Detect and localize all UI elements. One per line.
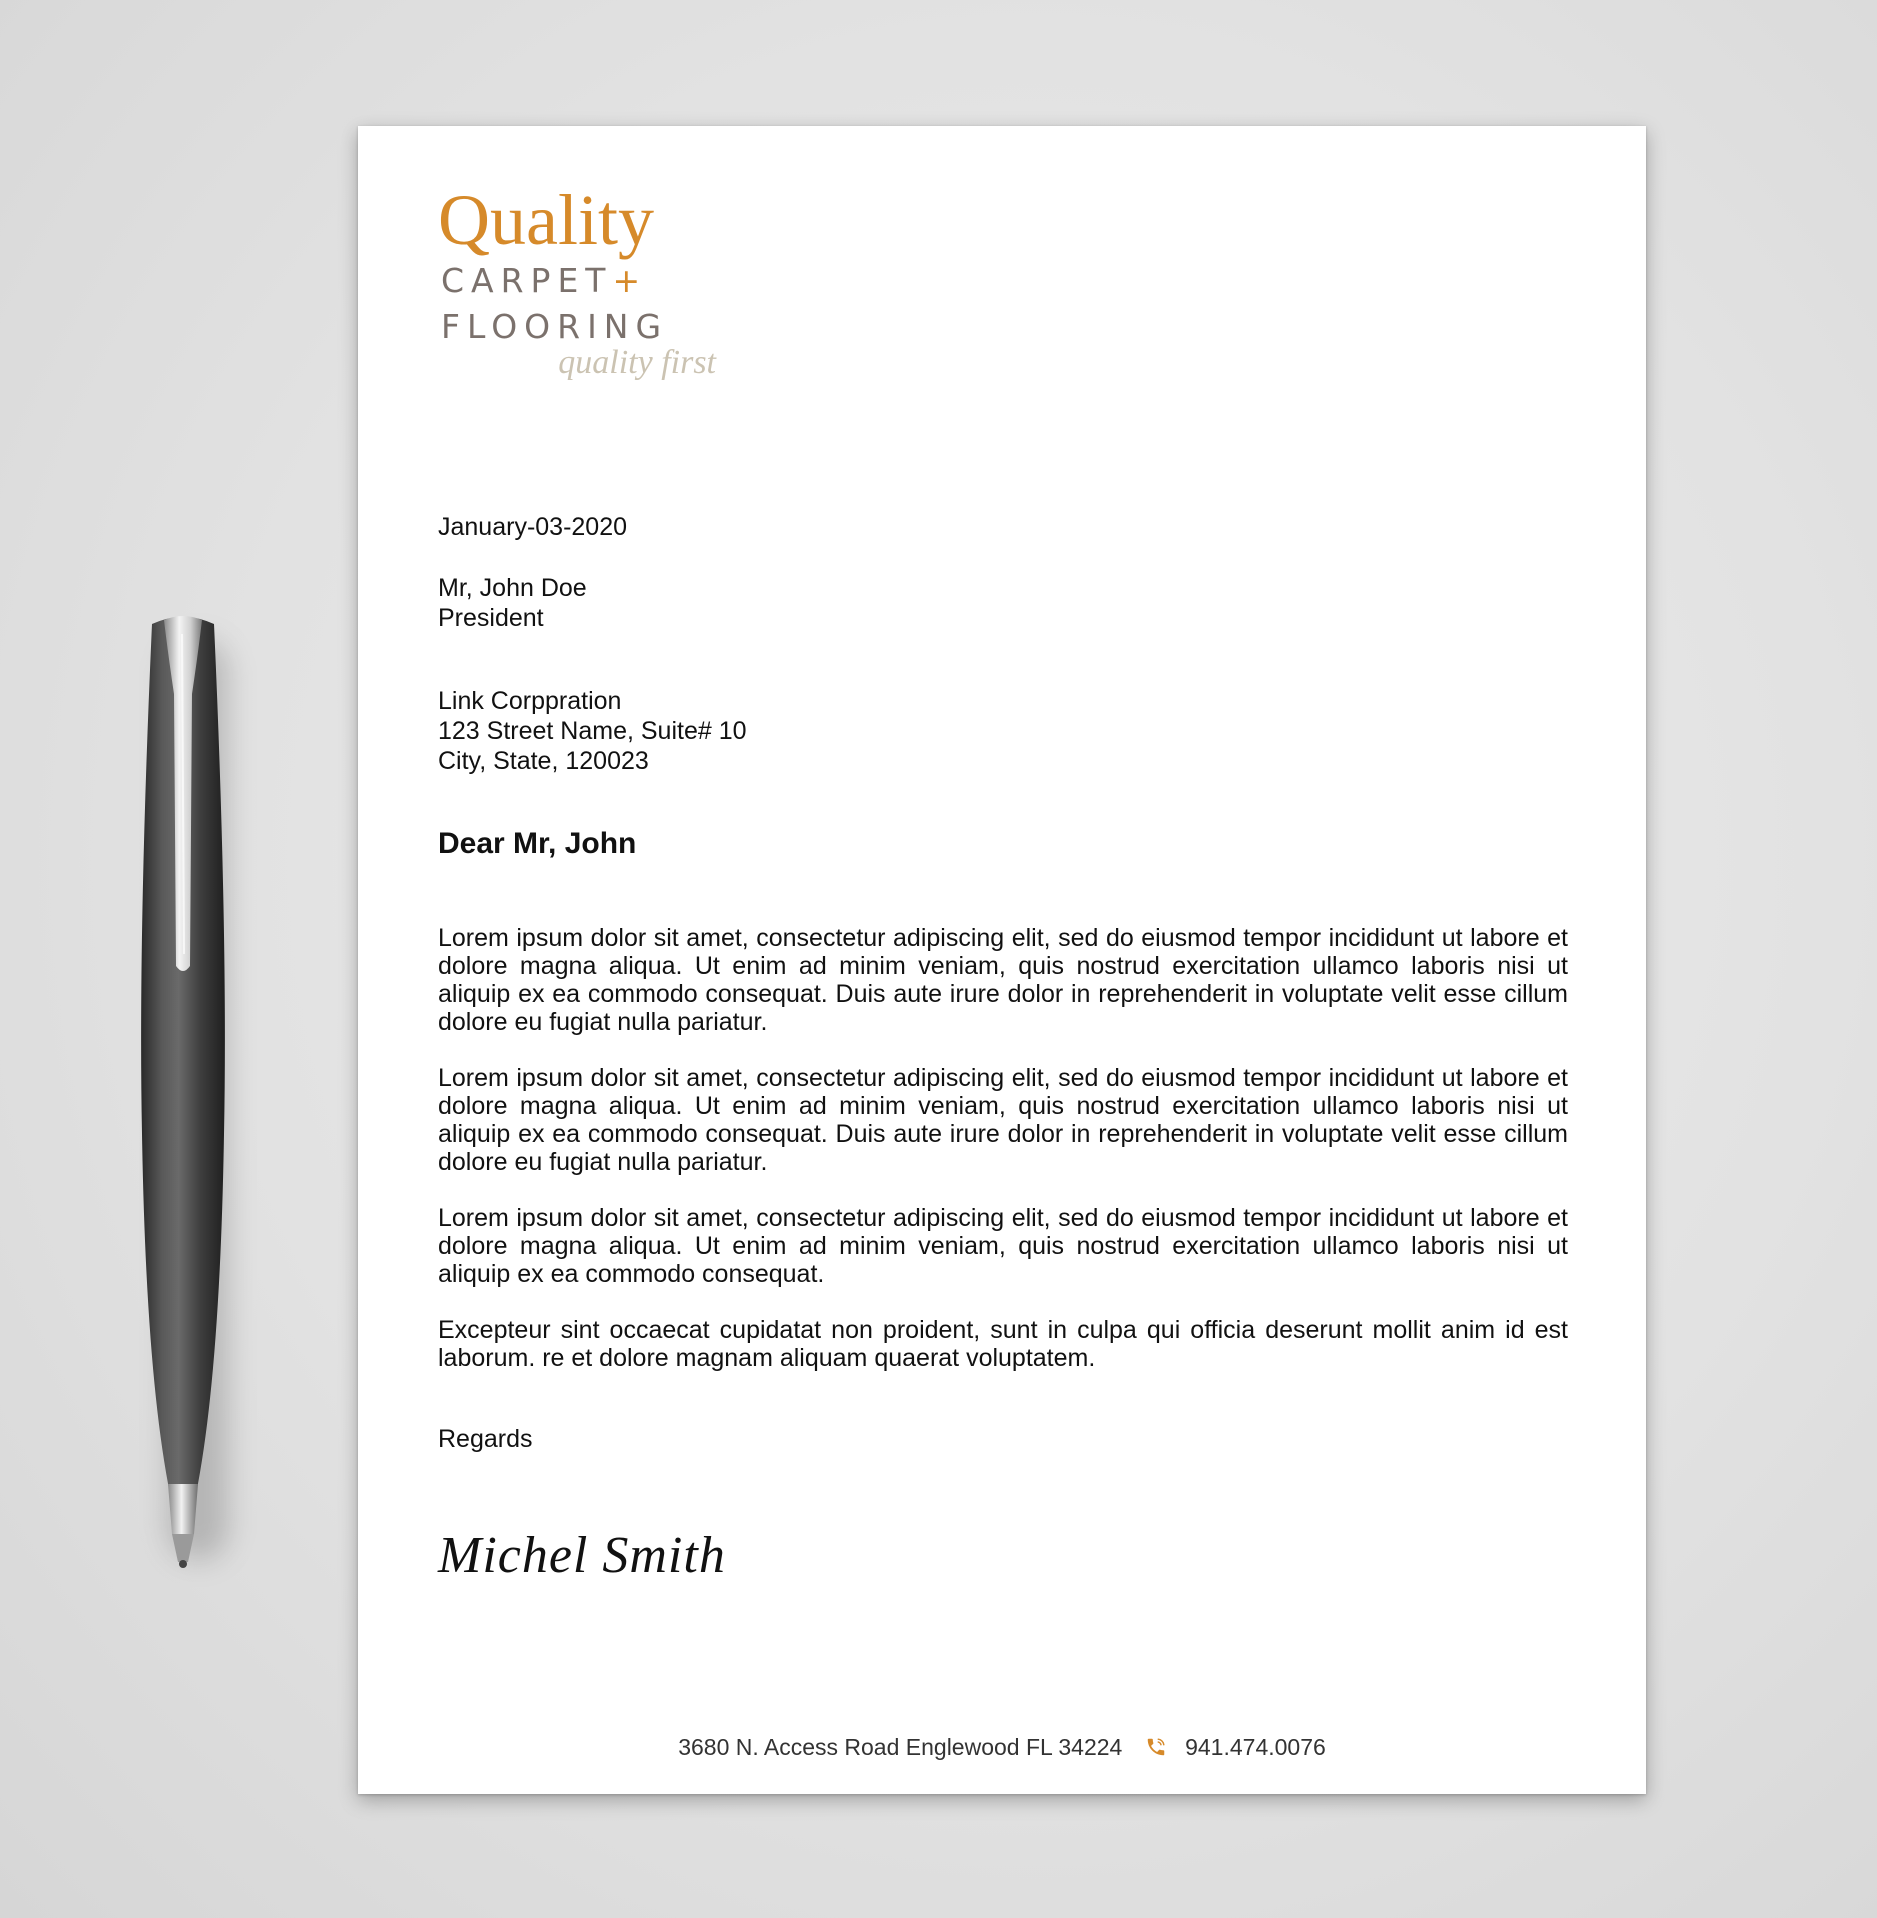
company-logo xyxy=(438,180,718,381)
logo-plus: + xyxy=(612,261,648,300)
letter-footer xyxy=(358,1730,1646,1762)
recipient-title: President xyxy=(438,604,544,632)
body-paragraph: Lorem ipsum dolor sit amet, consectetur adipiscing elit, sed do eiusmod tempor incididunt ut labore et dolore magna aliqua. Ut enim ad minim veniam, quis nostrud exercitation ullamco laboris nisi ut aliquip ex ea commodo consequat. Duis aute irure dolor in reprehenderit in voluptate velit esse cillum dolore eu fugiat nulla pariatur. xyxy=(438,1064,1568,1176)
pen-illustration xyxy=(138,614,228,1569)
logo-line-flooring: FLOORING xyxy=(441,307,669,346)
letterhead-page xyxy=(358,126,1646,1794)
closing: Regards xyxy=(438,1425,533,1453)
letter-date: January-03-2020 xyxy=(438,513,628,541)
signature: Michel Smith xyxy=(438,1527,726,1584)
body-paragraph: Lorem ipsum dolor sit amet, consectetur adipiscing elit, sed do eiusmod tempor incididunt ut labore et dolore magna aliqua. Ut enim ad minim veniam, quis nostrud exercitation ullamco laboris nisi ut aliquip ex ea commodo consequat. xyxy=(438,1204,1568,1288)
letter-body xyxy=(438,924,1568,1372)
body-paragraph: Excepteur sint occaecat cupidatat non proident, sunt in culpa qui officia deserunt mollit anim id est laborum. re et dolore magnam aliquam quaerat voluptatem. xyxy=(438,1316,1568,1372)
logo-line-carpet: CARPET+ xyxy=(441,261,648,300)
recipient-name: Mr, John Doe xyxy=(438,574,587,602)
address-street: 123 Street Name, Suite# 10 xyxy=(438,717,747,745)
phone-icon xyxy=(1145,1736,1167,1758)
logo-wordmark: Quality xyxy=(438,180,654,260)
address-company: Link Corppration xyxy=(438,687,622,715)
letter-content xyxy=(438,512,1568,1586)
logo-tagline: quality first xyxy=(558,344,716,381)
pen-tip xyxy=(168,1484,198,1534)
salutation: Dear Mr, John xyxy=(438,827,637,860)
footer-phone: 941.474.0076 xyxy=(1185,1733,1326,1760)
recipient-block xyxy=(438,573,1568,633)
address-city: City, State, 120023 xyxy=(438,747,649,775)
footer-address: 3680 N. Access Road Englewood FL 34224 xyxy=(678,1733,1123,1760)
body-paragraph: Lorem ipsum dolor sit amet, consectetur adipiscing elit, sed do eiusmod tempor incididunt ut labore et dolore magna aliqua. Ut enim ad minim veniam, quis nostrud exercitation ullamco laboris nisi ut aliquip ex ea commodo consequat. Duis aute irure dolor in reprehenderit in voluptate velit esse cillum dolore eu fugiat nulla pariatur. xyxy=(438,924,1568,1036)
recipient-address xyxy=(438,686,1568,776)
